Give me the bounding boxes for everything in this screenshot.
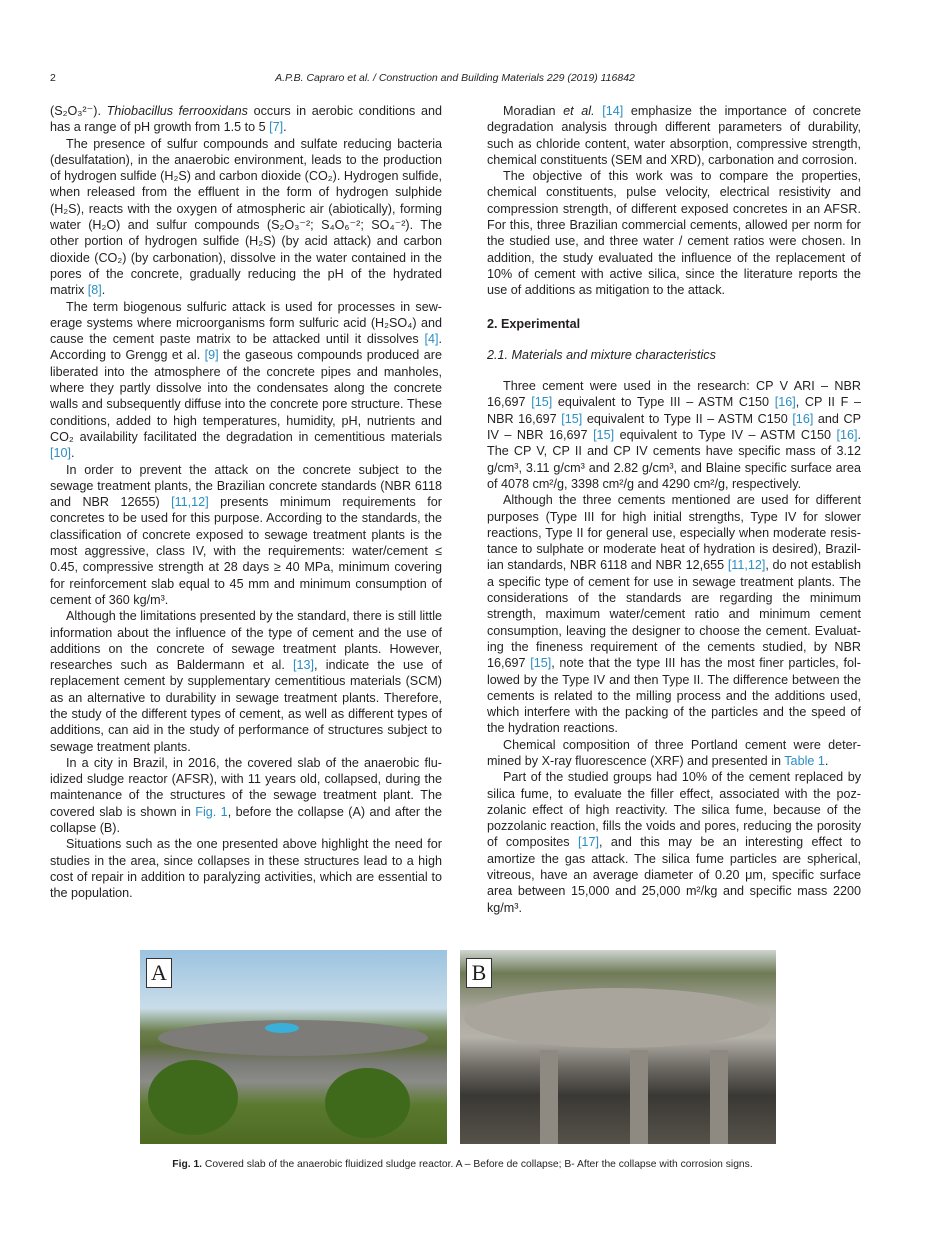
text-run: . xyxy=(824,753,829,768)
citation-link[interactable]: [4] xyxy=(424,332,439,347)
pillar-shape xyxy=(710,1050,728,1144)
citation-link[interactable]: [15] xyxy=(530,656,552,671)
text-run: , note that the type III has the most finer particles, followed by the Type IV and then Type II. The difference between the cements is related to the milling process and the additions used, which interfere with the packing of the particles and the speed of the hydration reactions. xyxy=(487,656,861,736)
right-column xyxy=(487,103,861,916)
text-run: presents minimum requirements for concretes to be used for this purpose. According to the standards, the classification of concrete exposed to sewage treatment plants is the most aggressive, class IV, with the requirements: water/cement ≤ 0.45, compressive strength at 28 days ≥ 40 MPa, minimum covering for reinforcement slab equal to 45 mm and minimum consumption of cement of 360 kg/m³. xyxy=(50,495,442,607)
citation-link[interactable]: [11,12] xyxy=(171,495,209,510)
citation-link[interactable]: Table 1 xyxy=(784,753,825,768)
text-run: equivalent to Type IV – ASTM C150 xyxy=(614,428,837,443)
citation-link[interactable]: [13] xyxy=(293,658,315,673)
subsection-heading: 2.1. Materials and mixture characteristics xyxy=(487,347,716,362)
text-run: equivalent to Type II – ASTM C150 xyxy=(582,411,793,426)
text-run: , before the collapse (A) and after the collapse (B). xyxy=(50,804,443,836)
paragraph xyxy=(487,492,861,736)
text-run: The presence of sulfur compounds and sulfate reducing bacteria (desulfatation), in the anaerobic environment, leads to the production of hydrogen sulfide (H₂S) and carbon dioxide (CO₂). Hydrogen sulfide, when released from the effluent in the form of hydrogen sulphide (H₂S), reacts with the oxygen of atmospheric air (abiotically), forming water (H₂O) and sulfur compounds (S₂O₃⁻²; S₄O₆⁻²; SO₄⁻²). The other portion of hydrogen sulfide (H₂S) (by acid attack) and carbon dioxide (CO₂) (by carbonation), dissolve in the water contained in the pores of the concrete, gradually reducing the pH of the hydrated matrix xyxy=(50,136,442,298)
panel-b-label: B xyxy=(466,958,492,988)
citation-link[interactable]: [16] xyxy=(774,395,796,410)
italic-text: Thiobacillus ferrooxidans xyxy=(106,104,248,118)
text-run: and CP IV – NBR 16,697 xyxy=(487,411,861,443)
section-heading: 2. Experimental xyxy=(487,316,581,331)
citation-link[interactable]: [9] xyxy=(204,348,219,363)
left-column xyxy=(50,103,442,902)
citation-link[interactable]: [15] xyxy=(531,395,553,410)
citation-link[interactable]: [16] xyxy=(836,428,858,443)
panel-a-label: A xyxy=(146,958,172,988)
text-run: Moradian xyxy=(503,104,564,118)
text-run: occurs in aerobic conditions and has a range of pH growth from 1.5 to 5 xyxy=(50,104,442,135)
text-run: . According to Grengg et al. xyxy=(50,332,442,363)
bush-shape xyxy=(325,1068,410,1138)
text-run: , and this may be an interesting effect to amortize the gas attack. The silica fume particles are spherical, vitreous, have an average diameter of 0.20 μm, specific surface area between 15,000 and 25,000 m²/kg and specific mass 2200 kg/m³. xyxy=(487,835,861,915)
page-number: 2 xyxy=(50,72,56,84)
text-run: Although the three cements mentioned are used for different purposes (Type III for high initial strengths, Type IV for slower reactions, Type II for general use, especially when moderate resistance to sulphate or moderate heat of hydration is desired), Brazilian standards, NBR 6118 and NBR 12,655 xyxy=(487,493,861,573)
paragraph xyxy=(50,299,442,462)
pillar-shape xyxy=(630,1050,648,1144)
text-run: Part of the studied groups had 10% of the cement replaced by silica fume, to evaluate the filler effect, associated with the pozzolanic effect of high reactivity. The silica fume, because of the pozzolanic reaction, fills the voids and pores, reducing the porosity of composites xyxy=(487,770,861,850)
text-run: equivalent to Type III – ASTM C150 xyxy=(552,395,775,410)
running-head: A.P.B. Capraro et al. / Construction and Building Materials 229 (2019) 116842 xyxy=(275,72,635,84)
citation-link[interactable]: [10] xyxy=(50,446,72,461)
text-run: , do not establish a specific type of cement for use in sewage treatment plants. The considerations of the standards are regarding the minimum strength, maximum water/cement ratio and minimum cement consumption, leaving the designer to choose the cement. Evaluating the fineness requirement of the cements studied, by NBR 16,697 xyxy=(487,558,861,671)
text-run: , indicate the use of replacement cement by supplementary cementitious materials (SCM) as an alternative to durability in sewage treatment plants. Therefore, the study of the different types of cement, as well as different types of additions, can aid in the study of performance of structures subject to sewage treatment plants. xyxy=(50,658,443,754)
text-run: Although the limitations presented by the standard, there is still little information about the influence of the type of cement and the use of additions on the concrete of sewage treatment plants. However, researches such as Baldermann et al. xyxy=(50,609,442,673)
paragraph xyxy=(487,737,861,770)
citation-link[interactable]: [14] xyxy=(602,104,624,118)
text-run: The term biogenous sulfuric attack is used for processes in sewerage systems where microorganisms form sulfuric acid (H₂SO₄) and cause the cement paste matrix to be attacked until it dissolves xyxy=(50,299,442,347)
figure-caption xyxy=(0,1159,925,1170)
text-run: the gaseous compounds produced are liberated into the atmosphere of the concrete pipes and manholes, where they partly dissolve into the condensates along the concrete walls and subsequently diffuse into the concrete pore structure. These conditions, added to high temperatures, humidity, pH, nutrients and CO₂ availability facilitated the degradation in cementitious materials xyxy=(50,348,442,444)
paragraph xyxy=(50,462,442,609)
paragraph xyxy=(487,378,861,492)
paragraph xyxy=(50,836,442,901)
pillar-shape xyxy=(540,1050,558,1144)
text-run: . xyxy=(283,120,287,135)
figure-panel-a-photo xyxy=(140,950,447,1144)
figure-panel-b-photo xyxy=(460,950,776,1144)
paragraph xyxy=(50,136,442,299)
text-run: . xyxy=(101,283,106,298)
text-run: emphasize the importance of concrete degradation analysis through different parameters of durability, such as chloride content, water absorption, compressive strength, chemical constituents (SEM and XRD), carbonation and corrosion. xyxy=(487,104,862,167)
text-run: . The CP V, CP II and CP IV cements have specific mass of 3.12 g/cm³, 3.11 g/cm³ and 2.82 g/cm³, and Blaine specific surface area of 4078 cm²/g, 3398 cm²/g and 4290 cm²/g, respectively. xyxy=(487,428,861,491)
intro-paragraphs xyxy=(487,103,861,299)
paragraph xyxy=(487,103,861,168)
body-paragraphs xyxy=(487,378,861,916)
citation-link[interactable]: [8] xyxy=(87,283,102,298)
citation-link[interactable]: [16] xyxy=(792,411,814,426)
text-run: . xyxy=(71,446,75,461)
caption-text: Covered slab of the anaerobic fluidized sludge reactor. A – Before de collapse; B- After the collapse with corrosion signs. xyxy=(202,1159,753,1170)
text-run: Situations such as the one presented above highlight the need for studies in the area, since collapses in these structures lead to a high cost of repair in addition to paralyzing activities, which are essential to the population. xyxy=(50,837,442,901)
citation-link[interactable]: [15] xyxy=(593,428,615,443)
text-run: Three cement were used in the research: CP V ARI – NBR 16,697 xyxy=(487,379,861,410)
citation-link[interactable]: [7] xyxy=(269,120,284,135)
paragraph xyxy=(487,168,861,298)
text-run: In order to prevent the attack on the concrete subject to the sewage treatment plants, the Brazilian concrete standards (NBR 6118 and NBR 12655) xyxy=(50,462,442,510)
blue-cover-shape xyxy=(265,1023,299,1033)
text-run: The objective of this work was to compare the properties, chemical constituents, pulse velocity, electrical resistivity and compression strength, of different exposed concretes in an AFSR. For this, three Brazilian commercial cements, allowed per norm for the studied use, and three water / cement ratios were chosen. In addition, the study evaluated the influence of the replacement of 10% of cement with active silica, since the literature reports the use of additions as mitigation to the attack. xyxy=(487,169,861,298)
collapsed-slab-shape xyxy=(464,988,770,1048)
text-run: , CP II F – NBR 16,697 xyxy=(487,395,861,426)
citation-link[interactable]: [11,12] xyxy=(727,558,766,573)
paragraph xyxy=(50,103,442,136)
text-run: Chemical composition of three Portland cement were determined by X-ray fluorescence (XRF) and presented in xyxy=(487,737,861,768)
italic-text: et al. xyxy=(563,104,595,118)
citation-link[interactable]: [17] xyxy=(577,835,599,850)
paragraph xyxy=(50,608,442,755)
citation-link[interactable]: [15] xyxy=(561,411,583,426)
paragraph xyxy=(50,755,442,836)
citation-link[interactable]: Fig. 1 xyxy=(195,804,228,819)
text-run: In a city in Brazil, in 2016, the covered slab of the anaerobic fluidized sludge reactor (AFSR), with 11 years old, collapsed, during the maintenance of the structures of the sewage treatment plant. The covered slab is shown in xyxy=(50,755,442,819)
bush-shape xyxy=(148,1060,238,1135)
text-run: (S₂O₃²⁻). xyxy=(50,104,107,118)
paragraph xyxy=(487,769,861,916)
caption-label: Fig. 1. xyxy=(172,1159,203,1170)
